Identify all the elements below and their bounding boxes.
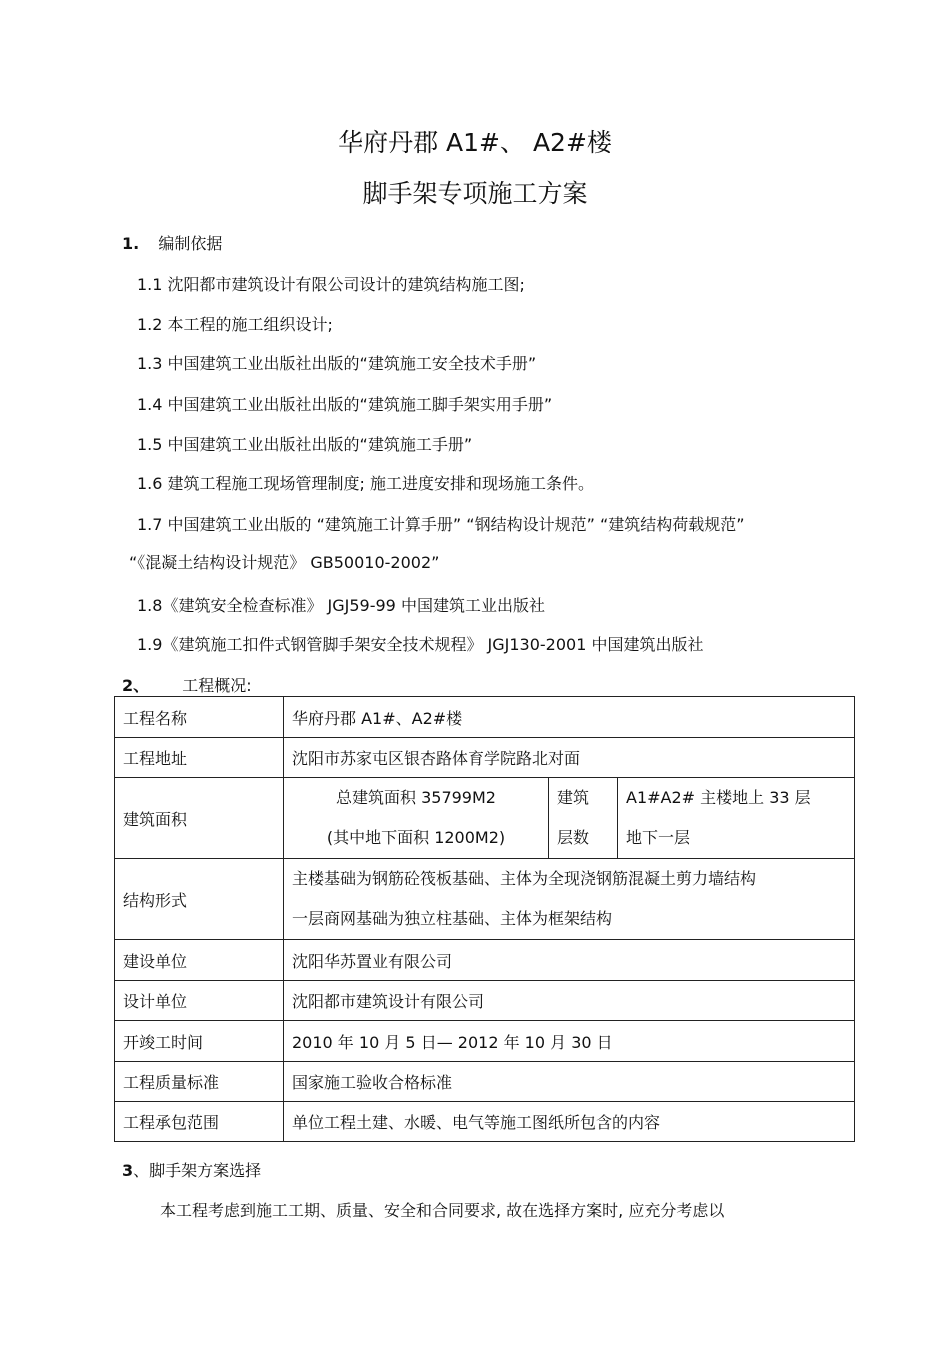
table-value-cell: 国家施工验收合格标准 — [284, 1062, 855, 1102]
table-value-cell: 沈阳都市建筑设计有限公司 — [284, 981, 855, 1021]
table-value-cell: 单位工程土建、水暖、电气等施工图纸所包含的内容 — [284, 1102, 855, 1142]
table-row — [115, 1102, 855, 1142]
table-row — [115, 738, 855, 778]
structure-line: 主楼基础为钢筋砼筏板基础、主体为全现浇钢筋混凝土剪力墙结构 — [292, 869, 757, 888]
document-title: 华府丹郡 A1#、 A2#楼 — [338, 128, 612, 157]
table-value-cell: 2010 年 10 月 5 日— 2012 年 10 月 30 日 — [284, 1021, 855, 1062]
table-row — [115, 859, 855, 940]
table-value-cell: 沈阳市苏家屯区银杏路体育学院路北对面 — [284, 738, 855, 778]
section-3-title: 、脚手架方案选择 — [133, 1161, 262, 1180]
floors-below-ground: 地下一层 — [626, 828, 691, 847]
structure-line: 一层商网基础为独立柱基础、主体为框架结构 — [292, 909, 613, 928]
section-2-heading — [122, 673, 252, 696]
basis-item: 1.6 建筑工程施工现场管理制度; 施工进度安排和现场施工条件。 — [137, 474, 595, 493]
underground-area: (其中地下面积 1200M2) — [326, 828, 506, 847]
project-overview-table — [114, 696, 855, 1142]
basis-item: 1.4 中国建筑工业出版社出版的“建筑施工脚手架实用手册” — [137, 395, 553, 414]
table-row — [115, 1021, 855, 1062]
basis-item: 1.5 中国建筑工业出版社出版的“建筑施工手册” — [137, 435, 473, 454]
section-1-heading — [122, 231, 222, 254]
document-subtitle: 脚手架专项施工方案 — [362, 179, 588, 208]
table-row — [115, 981, 855, 1021]
floors-above-ground: A1#A2# 主楼地上 33 层 — [626, 788, 811, 807]
table-value-cell — [284, 859, 855, 940]
basis-item: 1.2 本工程的施工组织设计; — [137, 315, 333, 334]
section-3-paragraph: 本工程考虑到施工工期、质量、安全和合同要求, 故在选择方案时, 应充分考虑以 — [160, 1201, 725, 1220]
table-label-cell: 工程地址 — [115, 738, 284, 778]
section-1-number: 1. — [122, 234, 140, 253]
basis-item: 1.7 中国建筑工业出版的 “建筑施工计算手册” “钢结构设计规范” “建筑结构荷载规范” — [137, 515, 745, 534]
table-label-cell: 工程名称 — [115, 697, 284, 738]
floors-label-cell — [549, 778, 618, 859]
section-2-title: 工程概况: — [182, 676, 252, 695]
section-3-number: 3 — [122, 1161, 134, 1180]
basis-item-continued: “《混凝土结构设计规范》 GB50010-2002” — [129, 553, 440, 572]
floors-label-line: 层数 — [557, 828, 590, 847]
section-3-heading — [122, 1158, 261, 1181]
basis-item: 1.9《建筑施工扣件式钢管脚手架安全技术规程》 JGJ130-2001 中国建筑出版社 — [137, 635, 704, 654]
table-row — [115, 940, 855, 981]
basis-item: 1.8《建筑安全检查标准》 JGJ59-99 中国建筑工业出版社 — [137, 596, 545, 615]
table-value-cell: 沈阳华苏置业有限公司 — [284, 940, 855, 981]
floors-value-cell — [618, 778, 855, 859]
table-label-cell: 设计单位 — [115, 981, 284, 1021]
section-1-title: 编制依据 — [158, 234, 223, 253]
table-label-cell: 开竣工时间 — [115, 1021, 284, 1062]
table-label-cell: 建筑面积 — [115, 778, 284, 859]
table-value-cell: 华府丹郡 A1#、A2#楼 — [284, 697, 855, 738]
table-row — [115, 778, 855, 859]
table-row — [115, 697, 855, 738]
basis-item: 1.3 中国建筑工业出版社出版的“建筑施工安全技术手册” — [137, 354, 537, 373]
table-label-cell: 建设单位 — [115, 940, 284, 981]
area-value-cell — [284, 778, 549, 859]
table-label-cell: 工程承包范围 — [115, 1102, 284, 1142]
floors-label-line: 建筑 — [557, 788, 590, 807]
table-row — [115, 1062, 855, 1102]
section-2-number: 2、 — [122, 676, 150, 695]
table-label-cell: 结构形式 — [115, 859, 284, 940]
total-area: 总建筑面积 35799M2 — [336, 788, 496, 807]
table-label-cell: 工程质量标准 — [115, 1062, 284, 1102]
basis-item: 1.1 沈阳都市建筑设计有限公司设计的建筑结构施工图; — [137, 275, 525, 294]
